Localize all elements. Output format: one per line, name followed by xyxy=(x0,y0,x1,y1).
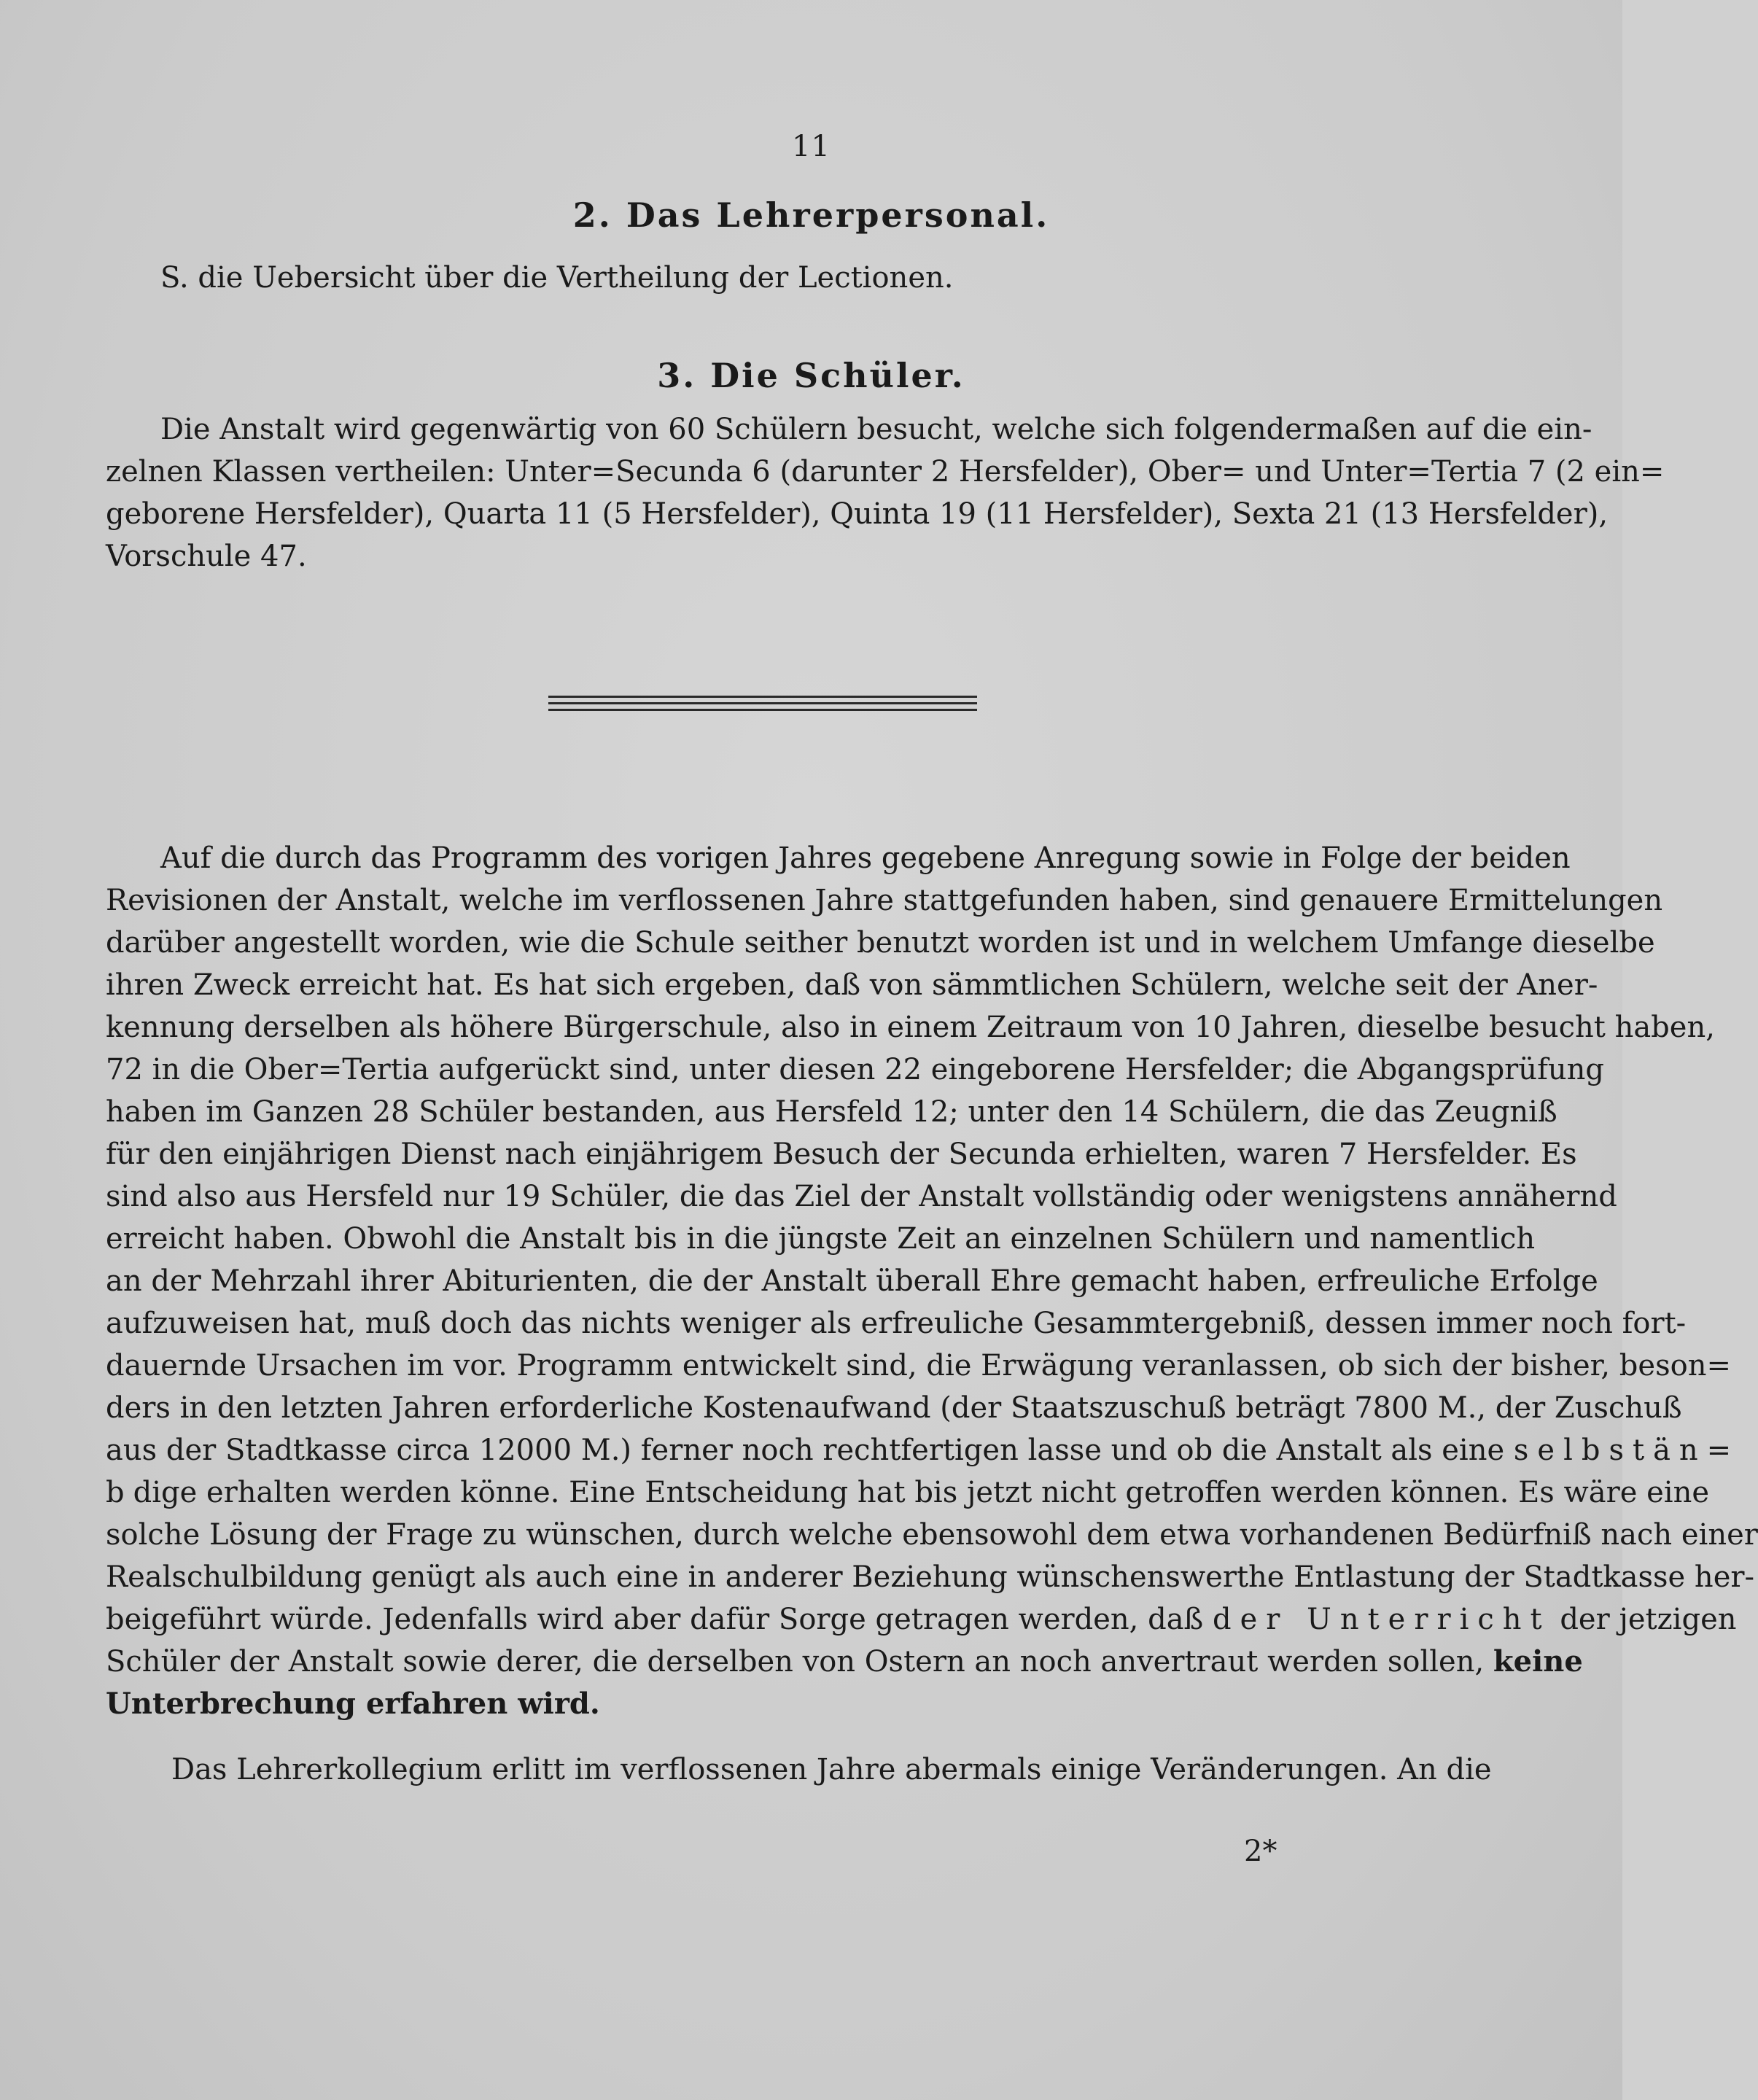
section-heading-schueler: 3. Die Schüler. xyxy=(657,356,965,395)
text-line-with-spacing xyxy=(106,1471,1710,1514)
text-segment: aus der Stadtkasse circa 12000 M.) ferner noch rechtfertigen lasse und ob die Anstalt als eine xyxy=(106,1434,1505,1467)
text-line: Vorschule 47. xyxy=(106,540,307,573)
page-number: 11 xyxy=(792,130,831,163)
text-line: darüber angestellt worden, wie die Schule seither benutzt worden ist und in welchem Umfange dieselbe xyxy=(106,926,1655,960)
paragraph-last xyxy=(106,1749,1492,1791)
text-line: dauernde Ursachen im vor. Programm entwickelt sind, die Erwägung veranlassen, ob sich der bisher, beson= xyxy=(106,1349,1731,1382)
text-line: aufzuweisen hat, muß doch das nichts weniger als erfreuliche Gesammtergebniß, dessen immer noch fort- xyxy=(106,1307,1687,1340)
text-line-with-spacing xyxy=(106,1429,1741,1471)
paragraph-lehrerpersonal xyxy=(106,257,1418,299)
section-heading-lehrerpersonal: 2. Das Lehrerpersonal. xyxy=(572,195,1050,235)
spaced-text-prefix: b xyxy=(106,1476,133,1509)
text-line xyxy=(106,1683,1418,1725)
text-line: für den einjährigen Dienst nach einjährigem Besuch der Secunda erhielten, waren 7 Hersfelder. Es xyxy=(106,1138,1577,1171)
text-line: Revisionen der Anstalt, welche im verflossenen Jahre stattgefunden haben, sind genauere Ermittelungen xyxy=(106,884,1663,917)
text-segment: beigeführt würde. Jedenfalls wird aber dafür Sorge getragen werden, daß xyxy=(106,1603,1204,1636)
text-line: 72 in die Ober=Tertia aufgerückt sind, unter diesen 22 eingeborene Hersfelder; die Abgangsprüfung xyxy=(106,1053,1604,1086)
paragraph-main xyxy=(106,837,1758,1725)
text-line: Die Anstalt wird gegenwärtig von 60 Schülern besucht, welche sich folgendermaßen auf die ein- xyxy=(160,413,1592,446)
spaced-text: der Unterricht xyxy=(1213,1603,1551,1636)
text-line: Realschulbildung genügt als auch eine in anderer Beziehung wünschenswerthe Entlastung der Stadtkasse her- xyxy=(106,1560,1754,1594)
text-line: ders in den letzten Jahren erforderliche Kostenaufwand (der Staatszuschuß beträgt 7800 M., der Zuschuß xyxy=(106,1391,1682,1425)
text-line: geborene Hersfelder), Quarta 11 (5 Hersfelder), Quinta 19 (11 Hersfelder), Sexta 21 (13 Hersfelder), xyxy=(106,497,1609,531)
text-line: an der Mehrzahl ihrer Abiturienten, die der Anstalt überall Ehre gemacht haben, erfreuliche Erfolge xyxy=(106,1264,1598,1298)
text-line-with-bold xyxy=(106,1641,1583,1683)
text-line: solche Lösung der Frage zu wünschen, durch welche ebensowohl dem etwa vorhandenen Bedürfniß nach einer xyxy=(106,1518,1758,1552)
text-line: erreicht haben. Obwohl die Anstalt bis in die jüngste Zeit an einzelnen Schülern und namentlich xyxy=(106,1222,1536,1256)
signature-mark: 2* xyxy=(1244,1835,1277,1868)
bold-text: Unterbrechung erfahren wird. xyxy=(106,1687,600,1721)
text-line: sind also aus Hersfeld nur 19 Schüler, die das Ziel der Anstalt vollständig oder wenigstens annähernd xyxy=(106,1180,1617,1213)
text-line: Auf die durch das Programm des vorigen Jahres gegebene Anregung sowie in Folge der beiden xyxy=(160,841,1571,875)
text-segment: Schüler der Anstalt sowie derer, die derselben von Ostern an noch anvertraut werden sollen, xyxy=(106,1645,1485,1679)
text-line-with-spacing xyxy=(106,1598,1737,1641)
text-line: kennung derselben als höhere Bürgerschule, also in einem Zeitraum von 10 Jahren, dieselbe besucht haben, xyxy=(106,1011,1715,1044)
text-line: haben im Ganzen 28 Schüler bestanden, aus Hersfeld 12; unter den 14 Schülern, die das Zeugniß xyxy=(106,1095,1557,1129)
paragraph-schueler xyxy=(106,408,1665,578)
spaced-text: selbstän= xyxy=(1513,1434,1741,1467)
text-line: zelnen Klassen vertheilen: Unter=Secunda 6 (darunter 2 Hersfelder), Ober= und Unter=Tertia 7 (2 ein= xyxy=(106,455,1665,489)
text-segment: der jetzigen xyxy=(1560,1603,1737,1636)
text-line: ihren Zweck erreicht hat. Es hat sich ergeben, daß von sämmtlichen Schülern, welche seit der Aner- xyxy=(106,968,1598,1002)
text-line: S. die Uebersicht über die Vertheilung der Lectionen. xyxy=(160,261,954,295)
bold-text: keine xyxy=(1493,1644,1583,1679)
section-divider-rule xyxy=(548,696,977,712)
text-segment: dige erhalten werden könne. Eine Entscheidung hat bis jetzt nicht getroffen werden können. Es wäre eine xyxy=(133,1476,1710,1509)
text-line: Das Lehrerkollegium erlitt im verflossenen Jahre abermals einige Veränderungen. An die xyxy=(171,1753,1492,1786)
